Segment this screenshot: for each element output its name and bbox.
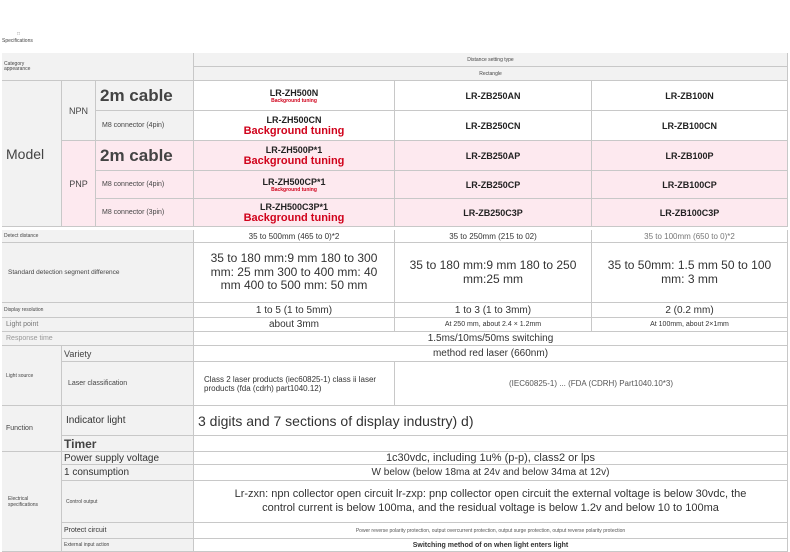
light-source-label: Light source bbox=[2, 346, 62, 406]
spec-value: 35 to 250mm (215 to 02) bbox=[395, 230, 592, 243]
spec-value: Lr-zxn: npn collector open circuit lr-zxp: pnp collector open circuit the external voltage is below 30vdc, the control current is below 100ma, and the residual voltage is below 1.2v and below 10 to 100ma bbox=[194, 481, 788, 523]
variety-label: Variety bbox=[62, 346, 194, 362]
model-cell: LR-ZB250C3P bbox=[395, 199, 592, 227]
timer-label: Timer bbox=[62, 436, 194, 452]
indicator-label: Indicator light bbox=[62, 406, 194, 436]
model-cell: LR-ZB100N bbox=[592, 81, 788, 111]
supply-label: Power supply voltage bbox=[62, 452, 194, 465]
model-cell: LR-ZB100C3P bbox=[592, 199, 788, 227]
segment-diff-label: Standard detection segment difference bbox=[2, 243, 194, 303]
model-cell: LR-ZH500C3P*1 Background tuning bbox=[194, 199, 395, 227]
model-cell: LR-ZB250AN bbox=[395, 81, 592, 111]
spec-value: W below (below 18ma at 24v and below 34ma at 12v) bbox=[194, 465, 788, 481]
model-cell: LR-ZH500CN Background tuning bbox=[194, 111, 395, 141]
spec-value: 35 to 180 mm:9 mm 180 to 250 mm:25 mm bbox=[395, 243, 592, 303]
category-label: Category appearance bbox=[2, 53, 194, 81]
resolution-label: Display resolution bbox=[2, 303, 194, 318]
document-icon: □ bbox=[17, 31, 21, 37]
model-cell: LR-ZB100CN bbox=[592, 111, 788, 141]
control-output-label: Control output bbox=[62, 481, 194, 523]
spec-value: 3 digits and 7 sections of display industry) d) bbox=[194, 406, 788, 436]
response-label: Response time bbox=[2, 332, 194, 346]
electrical-label: Electrical specifications bbox=[2, 452, 62, 552]
npn-label-cell: NPN bbox=[62, 81, 96, 141]
spec-value bbox=[194, 436, 788, 452]
pnp-label-cell: PNP bbox=[62, 141, 96, 227]
consumption-label: 1 consumption bbox=[62, 465, 194, 481]
spec-value: 1.5ms/10ms/50ms switching bbox=[194, 332, 788, 346]
spec-value: 35 to 500mm (465 to 0)*2 bbox=[194, 230, 395, 243]
spec-value: 35 to 100mm (650 to 0)*2 bbox=[592, 230, 788, 243]
model-label: Model bbox=[6, 145, 45, 162]
function-label: Function bbox=[2, 406, 62, 452]
spec-value: 1c30vdc, including 1u% (p-p), class2 or lps bbox=[194, 452, 788, 465]
distance-setting-header: Distance setting type bbox=[194, 53, 788, 67]
model-cell: LR-ZH500CP*1 Background tuning bbox=[194, 171, 395, 199]
model-cell: LR-ZB250CP bbox=[395, 171, 592, 199]
model-label-cell bbox=[2, 81, 62, 227]
model-cell: LR-ZH500P*1 Background tuning bbox=[194, 141, 395, 171]
spec-value: 35 to 180 mm:9 mm 180 to 300 mm: 25 mm 300 to 400 mm: 40 mm 400 to 500 mm: 50 mm bbox=[194, 243, 395, 303]
connector-cell: 2m cable bbox=[96, 81, 194, 111]
connector-cell: M8 connector (3pin) bbox=[96, 199, 194, 227]
light-point-label: Light point bbox=[2, 318, 194, 332]
external-input-label: External input action bbox=[62, 539, 194, 552]
model-cell: LR-ZB100P bbox=[592, 141, 788, 171]
protect-label: Protect circuit bbox=[62, 523, 194, 539]
spec-value: 1 to 3 (1 to 3mm) bbox=[395, 303, 592, 318]
connector-cell: 2m cable bbox=[96, 141, 194, 171]
spec-value: Power reverse polarity protection, output overcurrent protection, output surge protection, output reverse polarity protection bbox=[194, 523, 788, 539]
spec-value: Switching method of on when light enters light bbox=[194, 539, 788, 552]
spec-value: 35 to 50mm: 1.5 mm 50 to 100 mm: 3 mm bbox=[592, 243, 788, 303]
spec-value: about 3mm bbox=[194, 318, 395, 332]
model-cell: LR-ZB100CP bbox=[592, 171, 788, 199]
connector-cell: M8 connector (4pin) bbox=[96, 111, 194, 141]
laser-class-label: Laser classification bbox=[62, 362, 194, 406]
spec-value: 1 to 5 (1 to 5mm) bbox=[194, 303, 395, 318]
connector-cell: M8 connector (4pin) bbox=[96, 171, 194, 199]
spec-value: At 100mm, about 2×1mm bbox=[592, 318, 788, 332]
spec-value: (IEC60825-1) ... (FDA (CDRH) Part1040.10*3) bbox=[395, 362, 788, 406]
spec-value: Class 2 laser products (iec60825-1) class ii laser products (fda (cdrh) part1040.12) bbox=[194, 362, 395, 406]
model-cell: LR-ZB250AP bbox=[395, 141, 592, 171]
detect-distance-label: Detect distance bbox=[2, 230, 194, 243]
model-cell: LR-ZH500N Background tuning bbox=[194, 81, 395, 111]
spec-value: At 250 mm, about 2.4 × 1.2mm bbox=[395, 318, 592, 332]
rectangle-header: Rectangle bbox=[194, 67, 788, 81]
page-title: Specifications bbox=[2, 38, 33, 44]
spec-value: 2 (0.2 mm) bbox=[592, 303, 788, 318]
model-cell: LR-ZB250CN bbox=[395, 111, 592, 141]
spec-value: method red laser (660nm) bbox=[194, 346, 788, 362]
